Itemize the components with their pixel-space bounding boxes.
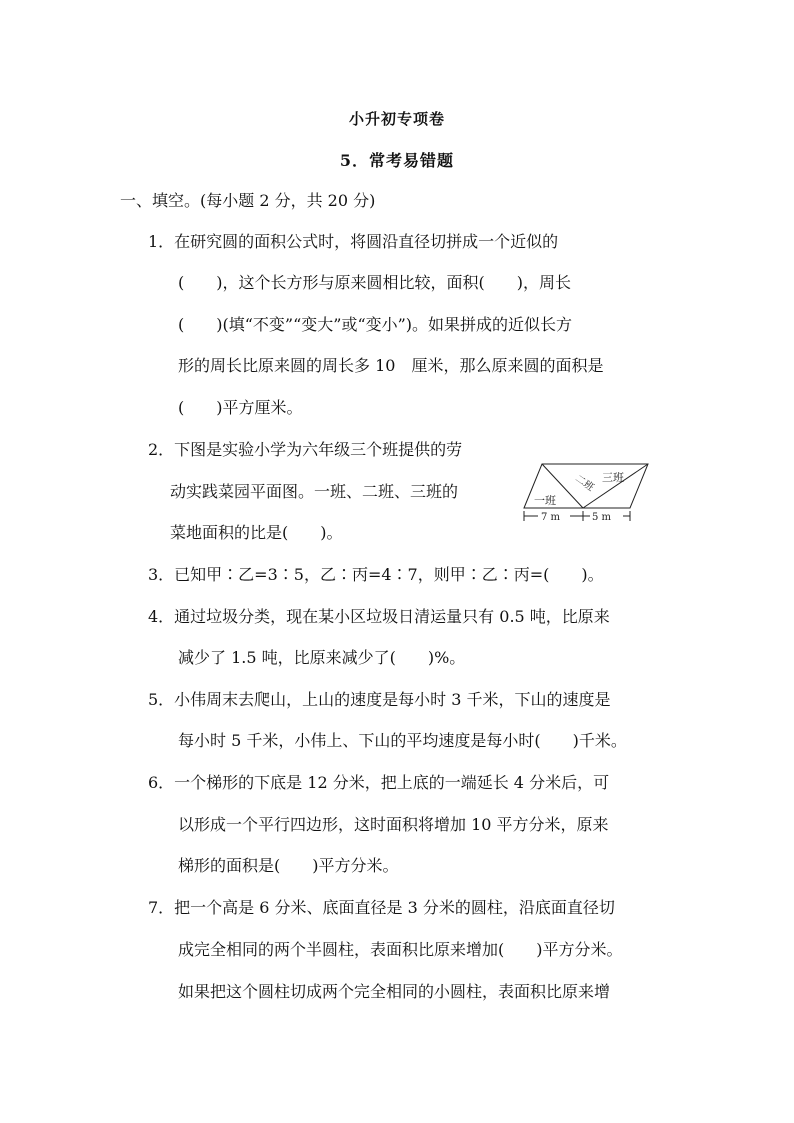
label-class-3: 三班 — [602, 471, 624, 484]
question-2-line-2: 动实践菜园平面图。一班、二班、三班的 — [170, 482, 459, 501]
question-1-line-3: ( )(填“不变”“变大”或“变小”)。如果拼成的近似长方 — [178, 315, 573, 334]
question-5-line-1: 5．小伟周末去爬山，上山的速度是每小时 3 千米，下山的速度是 — [148, 690, 611, 709]
question-2-line-1: 2．下图是实验小学为六年级三个班提供的劳 — [148, 440, 463, 459]
dimension-5m: 5 m — [592, 512, 612, 523]
label-class-2: 二班 — [572, 473, 596, 494]
question-4-line-2: 减少了 1.5 吨，比原来减少了( )%。 — [178, 648, 466, 667]
question-5-line-2: 每小时 5 千米，小伟上、下山的平均速度是每小时( )千米。 — [178, 731, 627, 750]
question-6-line-2: 以形成一个平行四边形，这时面积将增加 10 平方分米，原来 — [178, 815, 609, 834]
question-1-line-2: ( )，这个长方形与原来圆相比较，面积( )，周长 — [178, 273, 571, 292]
question-1-line-5: ( )平方厘米。 — [178, 398, 303, 417]
question-6-line-3: 梯形的面积是( )平方分米。 — [178, 856, 399, 875]
label-class-1: 一班 — [534, 494, 556, 507]
question-4-line-1: 4．通过垃圾分类，现在某小区垃圾日清运量只有 0.5 吨，比原来 — [148, 607, 610, 626]
question-7-line-1: 7．把一个高是 6 分米、底面直径是 3 分米的圆柱，沿底面直径切 — [148, 898, 615, 917]
question-6-line-1: 6．一个梯形的下底是 12 分米，把上底的一端延长 4 分米后，可 — [148, 773, 610, 792]
page-subtitle: 小升初专项卷 — [348, 110, 445, 128]
page-title: 5．常考易错题 — [339, 151, 455, 170]
question-1-line-4: 形的周长比原来圆的周长多 10 厘米，那么原来圆的面积是 — [178, 356, 604, 375]
section-heading: 一、填空。(每小题 2 分，共 20 分) — [120, 191, 376, 210]
garden-plan-figure — [520, 462, 650, 526]
question-2-line-3: 菜地面积的比是( )。 — [170, 523, 343, 542]
question-7-line-3: 如果把这个圆柱切成两个完全相同的小圆柱，表面积比原来增 — [178, 982, 611, 1001]
question-7-line-2: 成完全相同的两个半圆柱，表面积比原来增加( )平方分米。 — [178, 940, 623, 959]
question-1-line-1: 1．在研究圆的面积公式时，将圆沿直径切拼成一个近似的 — [148, 232, 559, 251]
question-3-line-1: 3．已知甲∶乙=3∶5，乙∶丙=4∶7，则甲∶乙∶丙=( )。 — [148, 565, 604, 584]
dimension-7m: 7 m — [541, 512, 561, 523]
